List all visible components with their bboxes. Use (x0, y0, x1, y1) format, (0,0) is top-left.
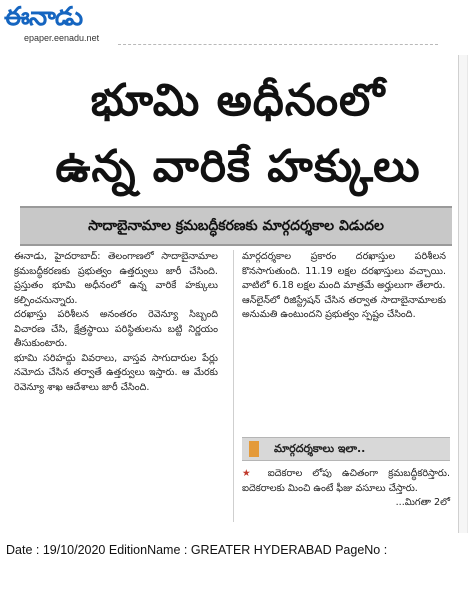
top-divider (118, 44, 438, 45)
article-column-left (14, 250, 218, 395)
article-paragraph: ఆన్‌లైన్‌లో రిజిస్ట్రేషన్‌ చేసిన తర్వాత సాదాబైనామాలకు అనుమతి ఉంటుందని ప్రభుత్వం స్పష్టం చేసింది. (242, 294, 446, 320)
article-column-right (242, 250, 446, 323)
article-paragraph: మార్గదర్శకాల ప్రకారం దరఖాస్తుల పరిశీలన కొనసాగుతుంది. 11.19 లక్షల దరఖాస్తులు వచ్చాయి. వాటిలో 6.18 లక్షల మంది మాత్రమే అర్హులుగా తేలారు. (242, 251, 446, 291)
masthead-url: epaper.eenadu.net (24, 33, 100, 43)
continued-note: ...మిగతా 2లో (395, 497, 450, 508)
article-paragraph: దరఖాస్తు పరిశీలన అనంతరం రెవెన్యూ సిబ్బంది విచారణ చేసి, క్షేత్రస్థాయి పరిస్థితులను బట్టి నిర్ణయం తీసుకుంటారు. (14, 309, 218, 349)
headline-line-2: ఉన్న వారికే హక్కులు (55, 141, 421, 192)
sidebar-heading: మార్గదర్శకాలు ఇలా.. (274, 442, 366, 455)
masthead-logo (4, 2, 134, 48)
sidebar-marker-icon (249, 441, 259, 457)
headline-line-1: భూమి అధీనంలో (90, 75, 386, 126)
logo-wordmark: ఈనాడు (4, 2, 83, 32)
bullet-star-icon: ★ (242, 468, 258, 479)
edition-footer: Date : 19/10/2020 EditionName : GREATER HYDERABAD PageNo : (6, 543, 388, 557)
page-edge (458, 55, 468, 533)
column-divider (233, 250, 234, 522)
subheadline-banner (20, 206, 452, 246)
article-paragraph: ఈనాడు, హైదరాబాద్‌: తెలంగాణలో సాదాబైనామాల క్రమబద్ధీకరణకు ప్రభుత్వం ఉత్తర్వులు జారీ చేసింది. ప్రస్తుతం భూమి అధీనంలో ఉన్న వారికే హక్కులు కల్పించనున్నారు. (14, 251, 218, 306)
sidebar-heading-box (242, 437, 450, 461)
sidebar-text: ఐదెకరాల లోపు ఉచితంగా క్రమబద్ధీకరిస్తారు. ఐదెకరాలకు మించి ఉంటే ఫీజు వసూలు చేస్తారు. (242, 468, 450, 494)
article-paragraph: భూమి సరిహద్దు వివరాలు, వాస్తవ సాగుదారుల పేర్లు నమోదు చేసిన తర్వాతే ఉత్తర్వులు ఇస్తారు. ఆ మేరకు రెవెన్యూ శాఖ ఆదేశాలు జారీ చేసింది. (14, 352, 218, 393)
subheadline-text: సాదాబైనామాల క్రమబద్ధీకరణకు మార్గదర్శకాల విడుదల (88, 218, 384, 234)
sidebar-body (242, 467, 450, 511)
